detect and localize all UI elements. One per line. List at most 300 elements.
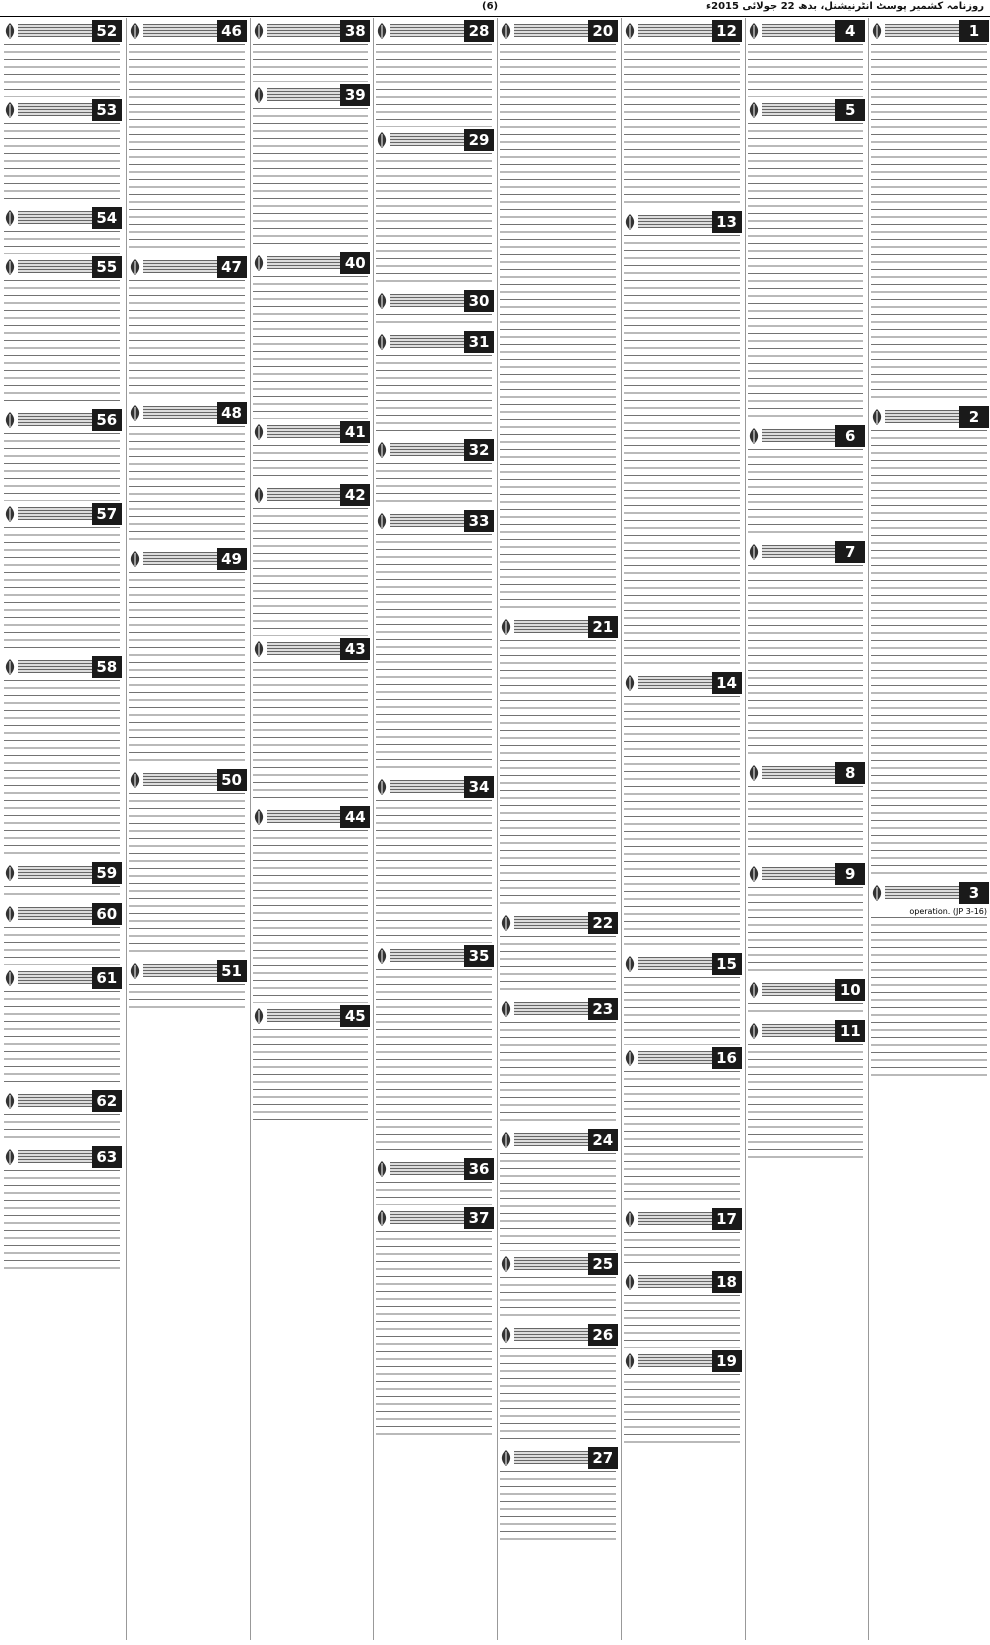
- leaf-ornament-icon: [498, 1449, 514, 1467]
- section-number: 22: [588, 912, 618, 934]
- leaf-ornament-icon: [498, 1255, 514, 1273]
- leaf-ornament-icon: [498, 1326, 514, 1344]
- section-heading: [2, 1090, 122, 1112]
- section-body-text: [129, 44, 245, 254]
- leaf-ornament-icon: [2, 505, 18, 523]
- article-section: [498, 1253, 618, 1322]
- leaf-ornament-icon: [127, 258, 143, 276]
- article-section: [746, 1020, 866, 1164]
- section-heading: [622, 672, 742, 694]
- article-section: [251, 638, 371, 805]
- section-body-text: [129, 793, 245, 958]
- leaf-ornament-icon: [251, 86, 267, 104]
- article-section: [2, 656, 122, 860]
- heading-bar: [267, 488, 341, 501]
- heading-bar: [143, 552, 217, 565]
- heading-bar: [762, 983, 836, 996]
- leaf-ornament-icon: [746, 543, 762, 561]
- heading-bar: [143, 260, 217, 273]
- section-body-text: [4, 1114, 120, 1144]
- article-section: [127, 20, 247, 254]
- section-heading: [374, 776, 494, 798]
- leaf-ornament-icon: [746, 1022, 762, 1040]
- section-number: 3: [959, 882, 989, 904]
- article-section: [2, 1146, 122, 1275]
- heading-bar: [514, 1328, 588, 1341]
- heading-bar: [267, 88, 341, 101]
- heading-bar: [514, 916, 588, 929]
- section-number: 31: [464, 331, 494, 353]
- article-section: [498, 998, 618, 1127]
- section-heading: [251, 252, 371, 274]
- section-body-text: [4, 123, 120, 206]
- heading-bar: [390, 780, 464, 793]
- section-number: 1: [959, 20, 989, 42]
- section-heading: [498, 1324, 618, 1346]
- section-body-text: [376, 534, 492, 774]
- section-number: 42: [340, 484, 370, 506]
- article-section: [2, 99, 122, 206]
- heading-bar: [762, 545, 836, 558]
- section-number: 11: [835, 1020, 865, 1042]
- heading-bar: [885, 410, 959, 423]
- heading-bar: [390, 294, 464, 307]
- section-heading: [127, 402, 247, 424]
- leaf-ornament-icon: [374, 292, 390, 310]
- section-number: 49: [217, 548, 247, 570]
- leaf-ornament-icon: [746, 865, 762, 883]
- article-section: [127, 402, 247, 546]
- section-heading: [746, 863, 866, 885]
- section-heading: [127, 548, 247, 570]
- section-body-text: [748, 786, 864, 861]
- article-section: [374, 776, 494, 943]
- heading-bar: [267, 425, 341, 438]
- leaf-ornament-icon: [374, 1160, 390, 1178]
- section-heading: [498, 20, 618, 42]
- article-section: [746, 863, 866, 977]
- leaf-ornament-icon: [127, 404, 143, 422]
- section-heading: [374, 1158, 494, 1180]
- article-section: [622, 672, 742, 951]
- leaf-ornament-icon: [622, 1273, 638, 1291]
- section-number: 39: [340, 84, 370, 106]
- leaf-ornament-icon: [869, 408, 885, 426]
- heading-bar: [143, 24, 217, 37]
- column-8: [2, 18, 122, 1640]
- leaf-ornament-icon: [746, 427, 762, 445]
- section-number: 44: [340, 806, 370, 828]
- heading-bar: [18, 24, 92, 37]
- section-number: 60: [92, 903, 122, 925]
- section-heading: [869, 20, 989, 42]
- heading-bar: [638, 1212, 712, 1225]
- heading-bar: [514, 24, 588, 37]
- section-number: 36: [464, 1158, 494, 1180]
- article-section: [251, 1005, 371, 1127]
- article-section: [746, 99, 866, 423]
- article-section: [2, 862, 122, 901]
- article-section: [127, 960, 247, 1014]
- leaf-ornament-icon: [746, 981, 762, 999]
- article-section: [746, 20, 866, 97]
- section-heading: [622, 1047, 742, 1069]
- column-5: [373, 18, 494, 1640]
- leaf-ornament-icon: [251, 423, 267, 441]
- article-section: [374, 1158, 494, 1205]
- leaf-ornament-icon: [127, 962, 143, 980]
- section-body-text: [500, 1277, 616, 1322]
- article-section: [374, 331, 494, 438]
- article-section: [498, 616, 618, 910]
- section-heading: [622, 1350, 742, 1372]
- section-body-text: [748, 1003, 864, 1018]
- section-number: 30: [464, 290, 494, 312]
- section-number: 19: [712, 1350, 742, 1372]
- leaf-ornament-icon: [2, 411, 18, 429]
- article-section: [251, 806, 371, 1003]
- section-body-text: [624, 235, 740, 670]
- section-number: 47: [217, 256, 247, 278]
- heading-bar: [390, 24, 464, 37]
- english-snippet: operation. (JP 3-16): [909, 907, 987, 916]
- heading-bar: [762, 24, 836, 37]
- leaf-ornament-icon: [374, 131, 390, 149]
- leaf-ornament-icon: [374, 512, 390, 530]
- leaf-ornament-icon: [127, 550, 143, 568]
- leaf-ornament-icon: [622, 22, 638, 40]
- section-body-text: [500, 1022, 616, 1127]
- heading-bar: [18, 971, 92, 984]
- leaf-ornament-icon: [127, 22, 143, 40]
- heading-bar: [762, 766, 836, 779]
- section-body-text: [871, 917, 987, 1082]
- section-heading: [374, 510, 494, 532]
- article-section: [622, 211, 742, 670]
- section-body-text: [624, 1374, 740, 1449]
- heading-bar: [18, 907, 92, 920]
- article-section: [622, 1208, 742, 1270]
- heading-bar: [390, 133, 464, 146]
- section-body-text: [624, 1295, 740, 1348]
- section-heading: [622, 1208, 742, 1230]
- section-heading: [374, 331, 494, 353]
- section-body-text: [4, 231, 120, 254]
- leaf-ornament-icon: [251, 254, 267, 272]
- section-number: 15: [712, 953, 742, 975]
- section-number: 21: [588, 616, 618, 638]
- section-number: 51: [217, 960, 247, 982]
- heading-bar: [762, 867, 836, 880]
- section-heading: [374, 1207, 494, 1229]
- section-body-text: [500, 1153, 616, 1251]
- heading-bar: [390, 1162, 464, 1175]
- heading-bar: [638, 24, 712, 37]
- section-body-text: [500, 1348, 616, 1446]
- column-6: [250, 18, 371, 1640]
- section-body-text: [624, 44, 740, 209]
- leaf-ornament-icon: [2, 658, 18, 676]
- leaf-ornament-icon: [2, 864, 18, 882]
- section-number: 28: [464, 20, 494, 42]
- section-number: 61: [92, 967, 122, 989]
- section-number: 54: [92, 207, 122, 229]
- section-body-text: [624, 977, 740, 1045]
- heading-bar: [143, 406, 217, 419]
- section-number: 52: [92, 20, 122, 42]
- section-body-text: [253, 276, 369, 419]
- section-number: 34: [464, 776, 494, 798]
- section-number: 13: [712, 211, 742, 233]
- section-number: 35: [464, 945, 494, 967]
- section-number: 24: [588, 1129, 618, 1151]
- leaf-ornament-icon: [746, 22, 762, 40]
- article-section: [374, 290, 494, 329]
- leaf-ornament-icon: [251, 808, 267, 826]
- heading-bar: [18, 1094, 92, 1107]
- article-section: [622, 1271, 742, 1348]
- heading-bar: [267, 642, 341, 655]
- article-section: [374, 20, 494, 127]
- section-body-text: [129, 984, 245, 1014]
- heading-bar: [514, 1002, 588, 1015]
- leaf-ornament-icon: [498, 618, 514, 636]
- heading-bar: [143, 964, 217, 977]
- leaf-ornament-icon: [622, 1210, 638, 1228]
- section-number: 45: [340, 1005, 370, 1027]
- section-heading: [498, 616, 618, 638]
- article-section: [2, 409, 122, 501]
- section-body-text: [253, 830, 369, 1003]
- section-number: 38: [340, 20, 370, 42]
- heading-bar: [18, 866, 92, 879]
- article-section: [2, 503, 122, 655]
- section-heading: [127, 769, 247, 791]
- leaf-ornament-icon: [2, 1092, 18, 1110]
- heading-bar: [762, 429, 836, 442]
- leaf-ornament-icon: [2, 209, 18, 227]
- section-number: 40: [340, 252, 370, 274]
- section-body-text: [4, 1170, 120, 1275]
- section-heading: [251, 1005, 371, 1027]
- section-number: 59: [92, 862, 122, 884]
- section-heading: [746, 1020, 866, 1042]
- section-number: 57: [92, 503, 122, 525]
- section-number: 18: [712, 1271, 742, 1293]
- leaf-ornament-icon: [622, 1352, 638, 1370]
- section-body-text: [4, 527, 120, 655]
- section-heading: [746, 425, 866, 447]
- section-body-text: [253, 445, 369, 483]
- leaf-ornament-icon: [622, 674, 638, 692]
- section-number: 5: [835, 99, 865, 121]
- section-body-text: [376, 355, 492, 438]
- section-heading: [251, 84, 371, 106]
- section-number: 4: [835, 20, 865, 42]
- section-heading: [2, 20, 122, 42]
- section-body-text: [376, 463, 492, 508]
- heading-bar: [885, 886, 959, 899]
- section-body-text: [748, 44, 864, 97]
- section-body-text: [253, 1029, 369, 1127]
- section-heading: [374, 129, 494, 151]
- column-1: [868, 18, 989, 1640]
- section-heading: [622, 211, 742, 233]
- heading-bar: [390, 949, 464, 962]
- leaf-ornament-icon: [2, 258, 18, 276]
- article-section: [746, 425, 866, 539]
- section-body-text: [871, 430, 987, 880]
- section-body-text: [129, 426, 245, 546]
- heading-bar: [762, 103, 836, 116]
- heading-bar: [143, 773, 217, 786]
- section-heading: [2, 503, 122, 525]
- section-heading: [251, 20, 371, 42]
- heading-bar: [390, 514, 464, 527]
- article-section: [869, 20, 989, 404]
- section-number: 48: [217, 402, 247, 424]
- heading-bar: [18, 211, 92, 224]
- leaf-ornament-icon: [869, 22, 885, 40]
- heading-bar: [638, 215, 712, 228]
- article-section: [127, 256, 247, 400]
- article-section: [746, 541, 866, 760]
- section-body-text: [500, 1471, 616, 1546]
- section-number: 2: [959, 406, 989, 428]
- leaf-ornament-icon: [746, 101, 762, 119]
- heading-bar: [18, 413, 92, 426]
- section-heading: [746, 979, 866, 1001]
- section-heading: [2, 862, 122, 884]
- section-body-text: [748, 1044, 864, 1164]
- section-body-text: [129, 280, 245, 400]
- column-2: [745, 18, 866, 1640]
- section-number: 53: [92, 99, 122, 121]
- article-section: [251, 252, 371, 419]
- section-body-text: [376, 314, 492, 329]
- section-body-text: [624, 696, 740, 951]
- article-section: [251, 20, 371, 82]
- article-section: [622, 20, 742, 209]
- article-section: [2, 256, 122, 408]
- section-number: 63: [92, 1146, 122, 1168]
- leaf-ornament-icon: [869, 884, 885, 902]
- column-4: [497, 18, 618, 1640]
- article-section: [498, 20, 618, 614]
- article-section: [2, 903, 122, 965]
- article-section: [251, 484, 371, 636]
- section-heading: [2, 903, 122, 925]
- leaf-ornament-icon: [746, 764, 762, 782]
- section-body-text: [253, 108, 369, 251]
- heading-bar: [390, 1211, 464, 1224]
- heading-bar: [638, 1275, 712, 1288]
- section-number: 55: [92, 256, 122, 278]
- leaf-ornament-icon: [498, 1000, 514, 1018]
- heading-bar: [18, 260, 92, 273]
- heading-bar: [18, 660, 92, 673]
- leaf-ornament-icon: [622, 213, 638, 231]
- heading-bar: [267, 256, 341, 269]
- section-heading: [622, 1271, 742, 1293]
- article-section: [746, 762, 866, 861]
- article-section: [498, 912, 618, 996]
- section-number: 43: [340, 638, 370, 660]
- section-number: 29: [464, 129, 494, 151]
- article-section: [2, 1090, 122, 1144]
- section-body-text: [4, 680, 120, 860]
- section-heading: [498, 1253, 618, 1275]
- section-body-text: [4, 433, 120, 501]
- heading-bar: [514, 620, 588, 633]
- section-heading: [746, 762, 866, 784]
- heading-bar: [267, 24, 341, 37]
- section-heading: [374, 439, 494, 461]
- section-number: 58: [92, 656, 122, 678]
- heading-bar: [18, 507, 92, 520]
- leaf-ornament-icon: [374, 333, 390, 351]
- section-heading: [2, 967, 122, 989]
- article-section: [127, 548, 247, 767]
- article-section: [374, 510, 494, 774]
- section-number: 56: [92, 409, 122, 431]
- article-section: [869, 406, 989, 880]
- section-body-text: [4, 991, 120, 1089]
- heading-bar: [638, 676, 712, 689]
- section-heading: [2, 99, 122, 121]
- heading-bar: [514, 1257, 588, 1270]
- section-heading: [622, 20, 742, 42]
- article-section: [622, 1350, 742, 1449]
- page-header: [0, 0, 990, 17]
- section-heading: [2, 256, 122, 278]
- section-heading: [746, 541, 866, 563]
- article-section: [2, 967, 122, 1089]
- leaf-ornament-icon: [622, 1049, 638, 1067]
- article-section: [251, 421, 371, 483]
- leaf-ornament-icon: [2, 1148, 18, 1166]
- section-number: 16: [712, 1047, 742, 1069]
- heading-bar: [638, 1354, 712, 1367]
- section-number: 7: [835, 541, 865, 563]
- section-body-text: [253, 662, 369, 805]
- section-body-text: [253, 44, 369, 82]
- section-body-text: [624, 1232, 740, 1270]
- leaf-ornament-icon: [2, 22, 18, 40]
- heading-bar: [267, 810, 341, 823]
- leaf-ornament-icon: [622, 955, 638, 973]
- leaf-ornament-icon: [251, 22, 267, 40]
- section-heading: [251, 638, 371, 660]
- section-number: 14: [712, 672, 742, 694]
- article-section: [622, 953, 742, 1045]
- section-heading: [498, 998, 618, 1020]
- article-section: [498, 1129, 618, 1251]
- section-body-text: [871, 44, 987, 404]
- section-number: 10: [835, 979, 865, 1001]
- leaf-ornament-icon: [374, 1209, 390, 1227]
- section-heading: [869, 406, 989, 428]
- leaf-ornament-icon: [251, 1007, 267, 1025]
- column-7: [126, 18, 247, 1640]
- section-number: 20: [588, 20, 618, 42]
- section-body-text: [376, 153, 492, 288]
- article-section: [622, 1047, 742, 1206]
- leaf-ornament-icon: [498, 914, 514, 932]
- article-section: [498, 1447, 618, 1546]
- section-number: 26: [588, 1324, 618, 1346]
- section-body-text: [500, 936, 616, 996]
